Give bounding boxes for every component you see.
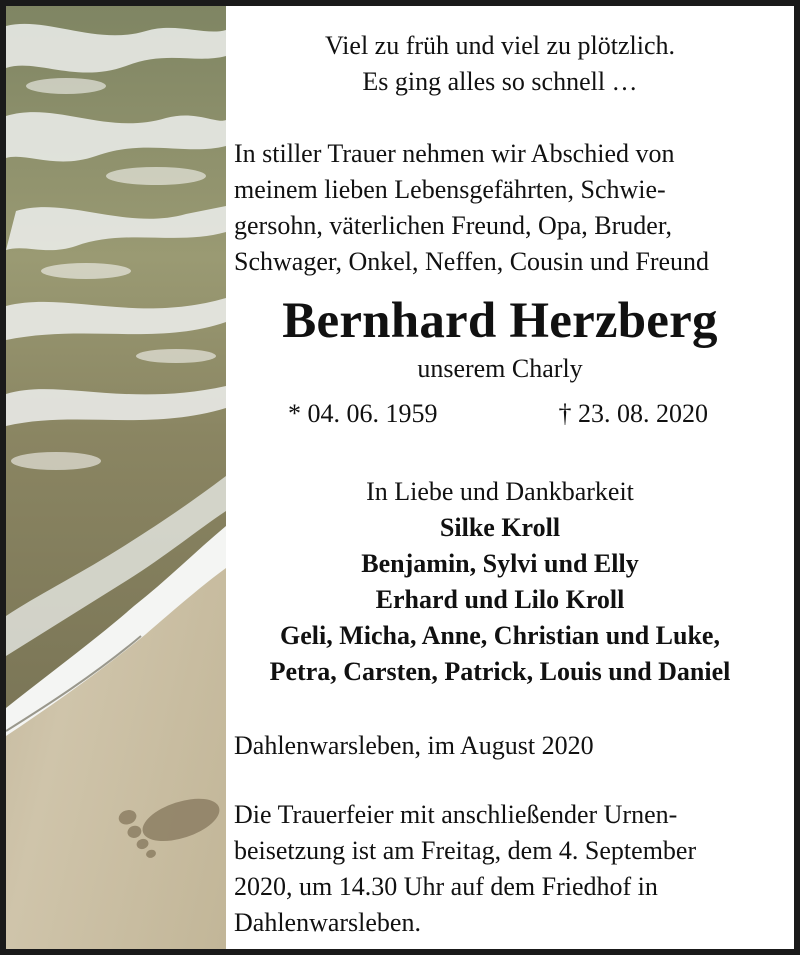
- opening-line: Viel zu früh und viel zu plötzlich.: [324, 31, 676, 60]
- death-date: † 23. 08. 2020: [558, 399, 708, 428]
- place-date: Dahlenwarsleben, im August 2020: [234, 731, 594, 760]
- mourners: [234, 474, 766, 690]
- beach-footprint-photo: [6, 6, 226, 949]
- intro-line: In stiller Trauer nehmen wir Abschied von: [234, 139, 675, 168]
- intro-paragraph: [234, 136, 766, 280]
- opening-line: Es ging alles so schnell …: [362, 67, 638, 96]
- mourner-name: Petra, Carsten, Patrick, Louis und Daniel: [269, 657, 731, 686]
- intro-line: gersohn, väterlichen Freund, Opa, Bruder,: [234, 211, 672, 240]
- life-dates: [234, 396, 766, 432]
- service-line: 2020, um 14.30 Uhr auf dem Friedhof in: [234, 872, 658, 901]
- opening-verse: [234, 28, 766, 100]
- mourner-name: Benjamin, Sylvi und Elly: [361, 549, 639, 578]
- service-line: beisetzung ist am Freitag, dem 4. September: [234, 836, 697, 865]
- mourner-name: Silke Kroll: [439, 513, 561, 542]
- service-line: Dahlenwarsleben.: [234, 908, 421, 937]
- service-line: Die Trauerfeier mit anschließender Urnen-: [234, 800, 678, 829]
- funeral-service-info: [234, 797, 766, 941]
- intro-line: meinem lieben Lebensgefährten, Schwie-: [234, 175, 666, 204]
- deceased-name: Bernhard Herzberg: [282, 293, 718, 349]
- birth-date: * 04. 06. 1959: [288, 399, 438, 428]
- mourners-heading: In Liebe und Dankbarkeit: [366, 477, 634, 506]
- deceased-nickname: unserem Charly: [417, 354, 583, 383]
- mourner-name: Erhard und Lilo Kroll: [375, 585, 625, 614]
- mourner-name: Geli, Micha, Anne, Christian und Luke,: [280, 621, 720, 650]
- notice-text: [234, 18, 766, 941]
- intro-line: Schwager, Onkel, Neffen, Cousin und Freund: [234, 247, 710, 276]
